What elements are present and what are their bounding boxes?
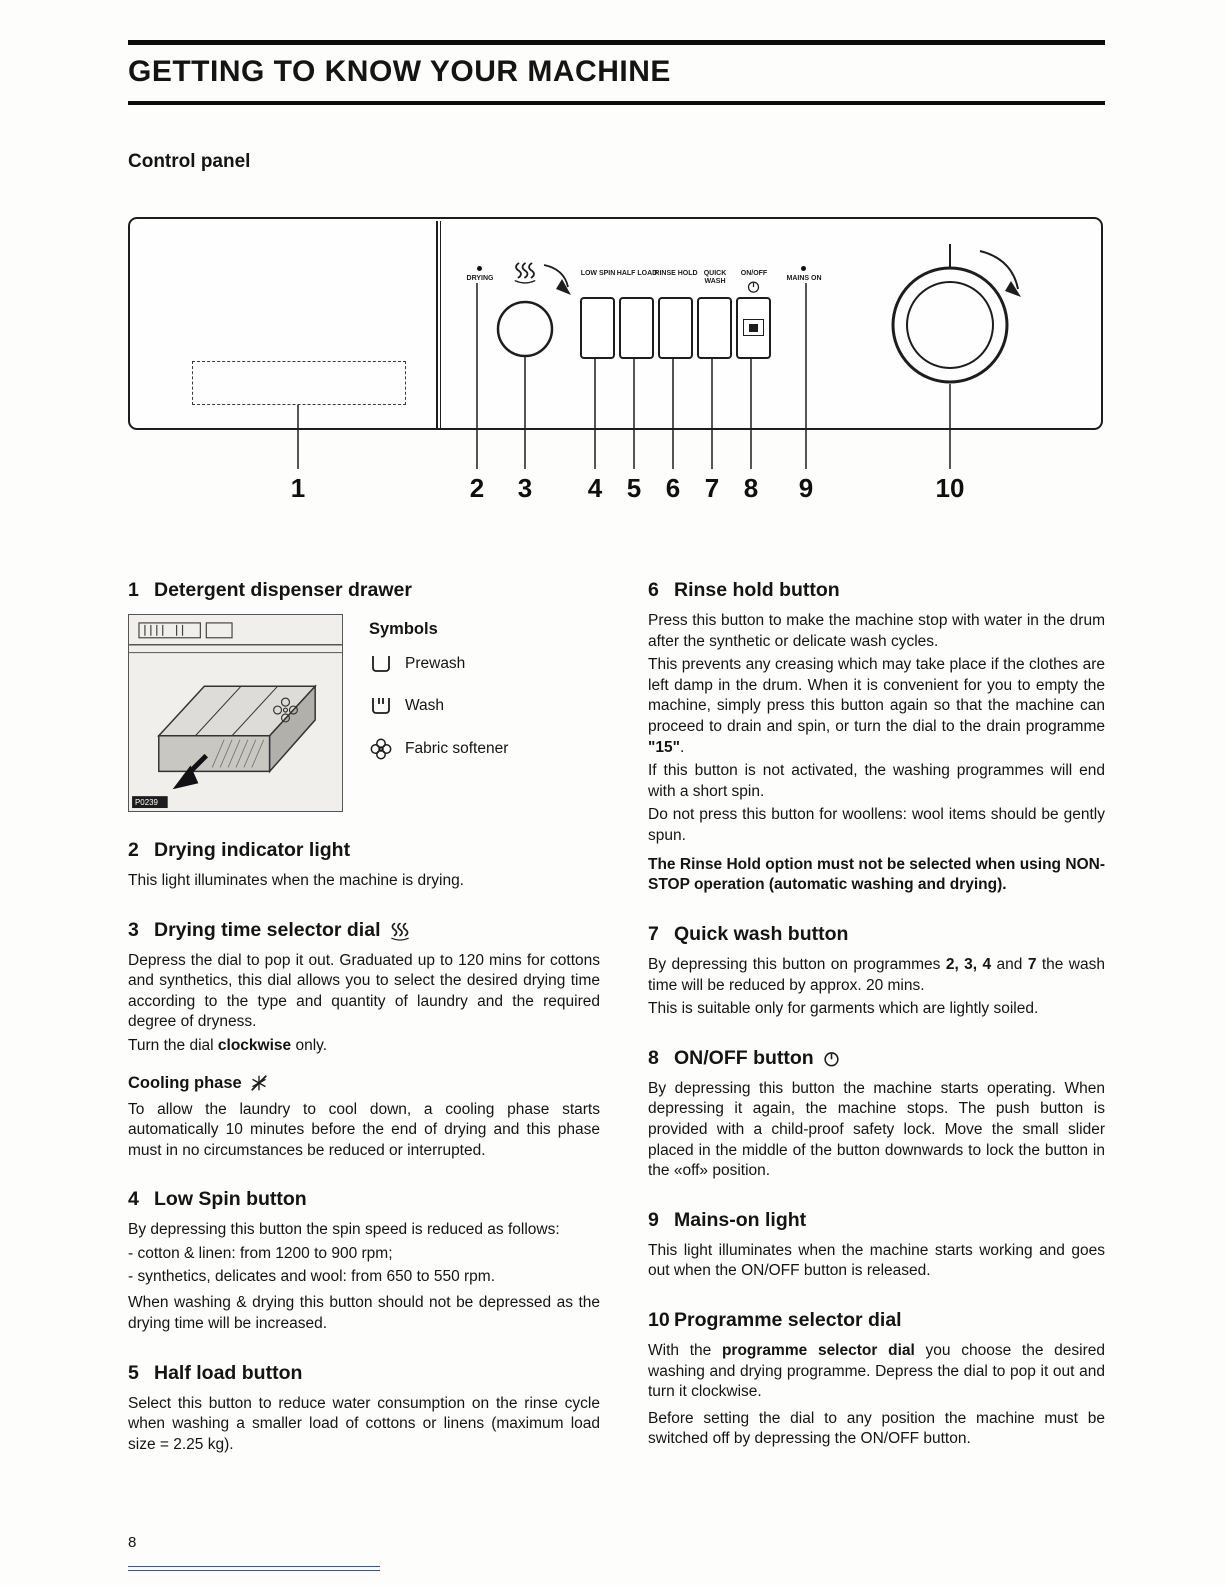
page-number: 8	[128, 1534, 137, 1551]
section-7-text-1: By depressing this button on programmes 2, 3, 4 and 7 the wash time will be reduced by approx. 20 mins.	[648, 955, 1105, 994]
section-8-text: By depressing this button the machine starts operating. When depressing it again, the machine stops. The push button is provided with a child-proof safety lock. Move the small slider placed in the middle of the button downwards to lock the button in the «off» position.	[648, 1079, 1105, 1180]
on-off-button	[736, 297, 771, 359]
control-panel-diagram	[128, 217, 1105, 517]
wash-icon	[369, 695, 393, 717]
section-9-mains-on	[648, 1209, 1105, 1282]
section-4-low-spin	[128, 1188, 600, 1334]
callout-2: 2	[469, 473, 485, 503]
callout-4: 4	[587, 473, 603, 503]
section-10-text-1: With the programme selector dial you choose the desired washing and drying programme. Depress the dial to pop it out and turn it clockwise.	[648, 1342, 1105, 1401]
section-4-text-2: When washing & drying this button should not be depressed as the drying time will be increased.	[128, 1294, 600, 1332]
callout-8: 8	[743, 473, 759, 503]
title-rule-bottom	[128, 101, 1105, 105]
low-spin-button	[580, 297, 615, 359]
section-6-rinse-hold	[648, 579, 1105, 896]
fabric-softener-icon	[369, 737, 393, 761]
control-panel-caption: Control panel	[128, 151, 251, 172]
power-icon	[746, 279, 761, 294]
section-7-text-2: This is suitable only for garments which are lightly soiled.	[648, 1000, 1039, 1018]
section-3-drying-dial	[128, 919, 600, 1162]
section-10-heading: 10 Programme selector dial	[648, 1309, 902, 1332]
cooling-phase-text: To allow the laundry to cool down, a cooling phase starts automatically 10 minutes before the end of drying and this phase must in no circumstances be reduced or interrupted.	[128, 1100, 600, 1159]
section-9-text: This light illuminates when the machine starts working and goes out when the ON/OFF button is released.	[648, 1241, 1105, 1280]
callout-6: 6	[665, 473, 681, 503]
symbol-wash: Wash	[369, 695, 508, 717]
drying-heat-icon	[512, 257, 538, 285]
power-icon	[822, 1049, 841, 1068]
section-3-text-1: Depress the dial to pop it out. Graduated up to 120 mins for cottons and synthetics, this dial allows you to select the desired drying time according to the type and quantity of laundry and the required degree of dryness.	[128, 951, 600, 1031]
symbol-fabric-softener: Fabric softener	[369, 737, 508, 761]
drying-indicator-label: DRYING	[466, 275, 494, 282]
on-off-label: ON/OFF	[740, 270, 768, 277]
drying-indicator-light	[477, 266, 482, 271]
page-title: GETTING TO KNOW YOUR MACHINE	[128, 55, 671, 88]
section-6-heading: 6 Rinse hold button	[648, 579, 840, 601]
section-4-heading: 4 Low Spin button	[128, 1188, 307, 1211]
section-6-warning: The Rinse Hold option must not be selected when using NON-STOP operation (automatic washing and drying).	[648, 855, 1105, 894]
figure-code: P0239	[135, 798, 158, 808]
section-4-list-item-2: - synthetics, delicates and wool: from 650 to 550 rpm.	[128, 1267, 496, 1285]
mains-on-label: MAINS ON	[786, 275, 822, 282]
section-7-quick-wash	[648, 923, 1105, 1020]
half-load-label: HALF LOAD	[616, 270, 658, 277]
section-6-text-3: If this button is not activated, the washing programmes will end with a short spin.	[648, 762, 1105, 800]
drying-heat-icon	[389, 919, 411, 941]
symbols-legend	[369, 614, 508, 812]
section-2-heading: 2 Drying indicator light	[128, 839, 351, 861]
symbol-prewash: Prewash	[369, 653, 508, 675]
panel-divider	[436, 221, 441, 430]
footer-blue-line	[128, 1566, 380, 1571]
child-lock-slider	[743, 319, 764, 336]
callout-9: 9	[798, 473, 814, 503]
section-3-heading: 3 Drying time selector dial	[128, 919, 600, 942]
section-4-text-1: By depressing this button the spin speed is reduced as follows:	[128, 1221, 560, 1239]
callout-7: 7	[704, 473, 720, 503]
section-1-detergent-drawer	[128, 579, 600, 812]
section-4-list-item-1: - cotton & linen: from 1200 to 900 rpm;	[128, 1245, 393, 1263]
section-6-text-2: This prevents any creasing which may take place if the clothes are left damp in the drum. When it is convenient for you to empty the machine, simply press this button again so that the machine can proceed to drain and spin, or turn the dial to the drain programme "15".	[648, 656, 1105, 756]
section-5-text: Select this button to reduce water consumption on the rinse cycle when washing a smaller load of cottons or linens (maximum load size = 2.25 kg).	[128, 1394, 600, 1453]
rinse-hold-label: RINSE HOLD	[654, 270, 698, 277]
section-6-text-4: Do not press this button for woollens: wool items should be gently spun.	[648, 806, 1105, 845]
section-1-heading: 1 Detergent dispenser drawer	[128, 579, 412, 601]
symbols-title: Symbols	[369, 620, 438, 638]
mains-on-indicator-light	[801, 266, 806, 271]
detergent-drawer-outline	[192, 361, 406, 405]
title-rule-top	[128, 40, 1105, 45]
section-8-on-off	[648, 1047, 1105, 1182]
control-panel-outline	[128, 217, 1103, 430]
child-lock-slider-bar	[749, 324, 758, 332]
callout-3: 3	[517, 473, 533, 503]
section-9-heading: 9 Mains-on light	[648, 1208, 807, 1231]
dispenser-drawer-figure	[128, 614, 343, 812]
prewash-icon	[369, 653, 393, 675]
section-3-text-2: Turn the dial clockwise only.	[128, 1037, 328, 1055]
rinse-hold-button	[658, 297, 693, 359]
section-2-drying-indicator	[128, 839, 600, 892]
callout-10: 10	[935, 473, 965, 503]
section-8-heading: 8 ON/OFF button	[648, 1047, 1105, 1070]
callout-1: 1	[290, 473, 306, 503]
callout-5: 5	[626, 473, 642, 503]
section-5-half-load	[128, 1362, 600, 1456]
low-spin-label: LOW SPIN	[580, 270, 616, 277]
section-7-heading: 7 Quick wash button	[648, 922, 849, 945]
half-load-button	[619, 297, 654, 359]
section-2-text: This light illuminates when the machine is drying.	[128, 872, 464, 889]
section-10-text-2: Before setting the dial to any position the machine must be switched off by depressing the ON/OFF button.	[648, 1409, 1105, 1448]
quick-wash-button	[697, 297, 732, 359]
section-10-programme-dial	[648, 1309, 1105, 1450]
cooling-phase-heading: Cooling phase	[128, 1074, 600, 1093]
section-6-text-1: Press this button to make the machine stop with water in the drum after the synthetic or delicate wash cycles.	[648, 612, 1105, 650]
cooling-phase-icon	[250, 1074, 268, 1092]
quick-wash-label: QUICK WASH	[703, 270, 727, 286]
section-5-heading: 5 Half load button	[128, 1361, 303, 1384]
